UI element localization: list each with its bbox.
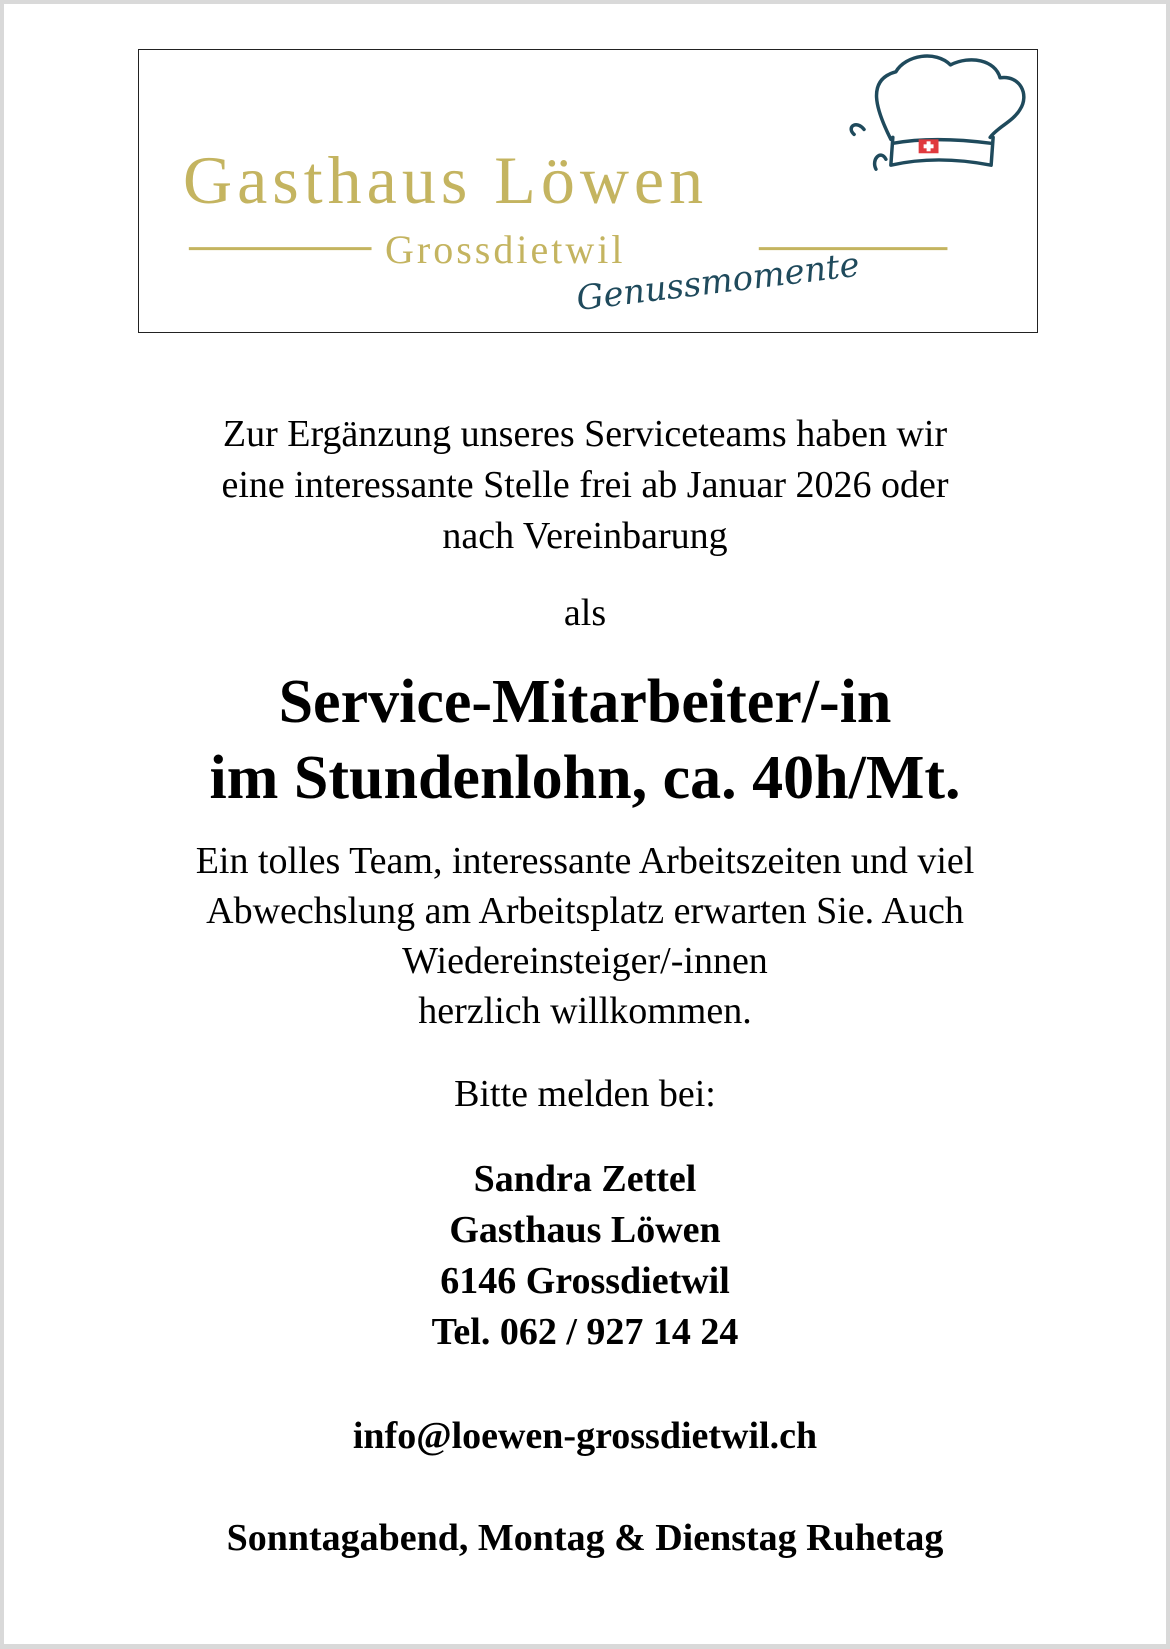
position-title-line: Service-Mitarbeiter/-in [278,668,892,736]
description-line: Wiedereinsteiger/-innen [402,940,768,982]
description-line: Ein tolles Team, interessante Arbeitszeiten und viel [195,840,975,882]
position-title [4,664,1166,816]
contact-address: 6146 Grossdietwil [440,1260,730,1302]
logo-title: Gasthaus Löwen [183,142,709,218]
job-posting-page [4,4,1166,1644]
intro-line: Zur Ergänzung unseres Serviceteams haben wir [222,413,948,455]
intro-text [4,409,1166,562]
description-line: herzlich willkommen. [418,990,752,1032]
logo-subtitle: Grossdietwil [385,227,626,272]
contact-business: Gasthaus Löwen [449,1209,721,1251]
als-text: als [563,592,607,634]
closing-days: Sonntagabend, Montag & Dienstag Ruhetag [226,1517,944,1559]
description-text [4,836,1166,1036]
intro-line: eine interessante Stelle frei ab Januar 2026 oder [221,464,949,506]
contact-prompt: Bitte melden bei: [454,1073,716,1115]
description-line: Abwechslung am Arbeitsplatz erwarten Sie. Auch [206,890,964,932]
logo-tagline: Genussmomente [574,244,862,319]
intro-line: nach Vereinbarung [442,515,728,557]
contact-block [4,1154,1166,1358]
position-title-line: im Stundenlohn, ca. 40h/Mt. [209,744,961,812]
contact-name: Sandra Zettel [473,1158,697,1200]
contact-email: info@loewen-grossdietwil.ch [352,1415,818,1457]
logo-banner [138,49,1038,333]
contact-phone: Tel. 062 / 927 14 24 [431,1311,739,1353]
